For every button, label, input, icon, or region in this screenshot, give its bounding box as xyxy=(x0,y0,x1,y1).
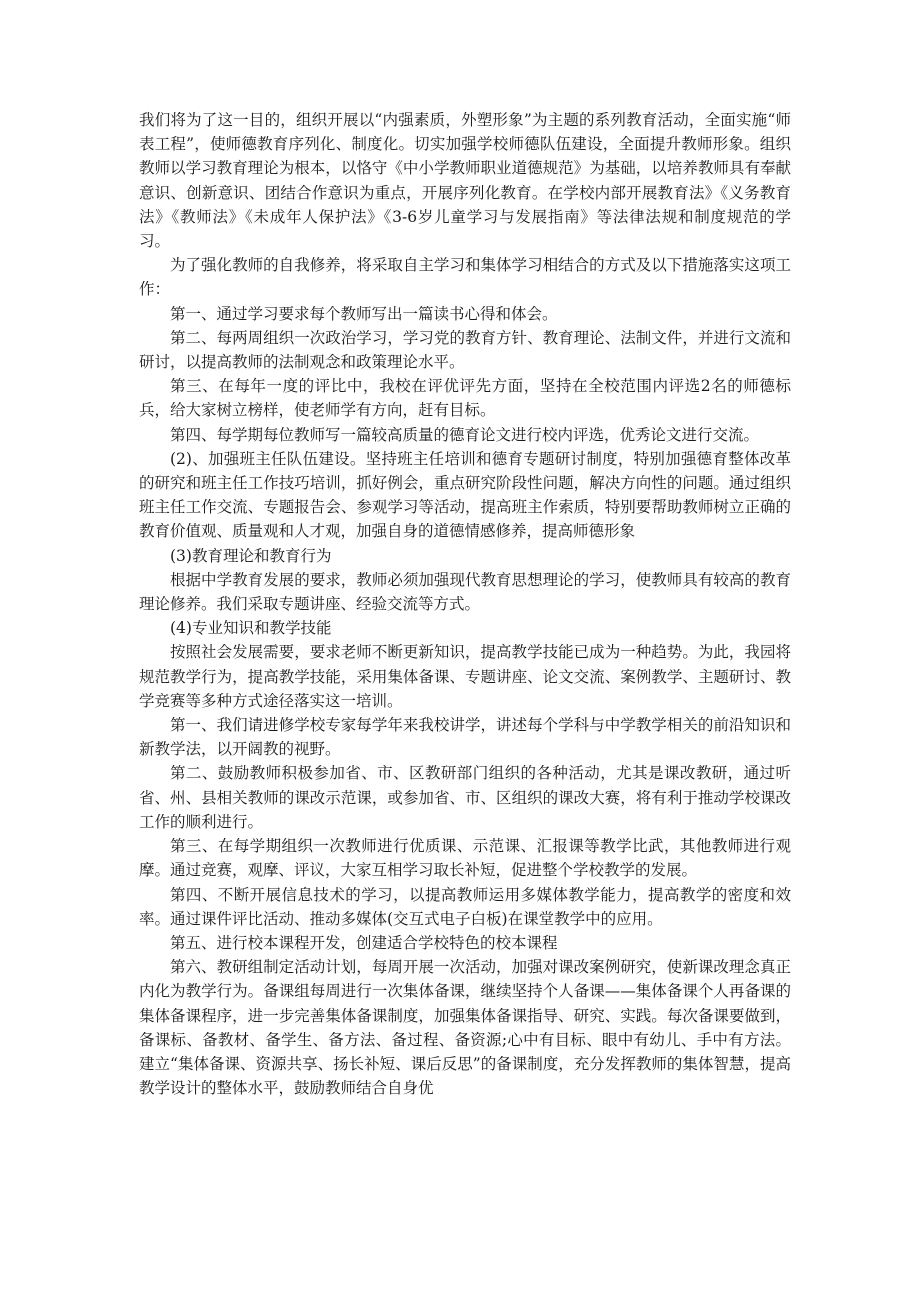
paragraph-5: 第三、在每年一度的评比中，我校在评优评先方面，坚持在全校范围内评选2名的师德标兵，给大家树立榜样，使老师学有方向，赶有目标。 xyxy=(139,377,791,420)
paragraph-15: 第四、不断开展信息技术的学习，以提高教师运用多媒体教学能力，提高教学的密度和效率。通过课件评比活动、推动多媒体(交互式电子白板)在课堂教学中的应用。 xyxy=(139,885,791,928)
paragraph-3: 第一、通过学习要求每个教师写出一篇读书心得和体会。 xyxy=(170,304,558,323)
document-body xyxy=(139,108,791,1100)
paragraph-12: 第一、我们请进修学校专家每学年来我校讲学，讲述每个学科与中学教学相关的前沿知识和新教学法，以开阔教的视野。 xyxy=(139,716,791,759)
paragraph-9: 根据中学教育发展的要求，教师必须加强现代教育思想理论的学习，使教师具有较高的教育理论修养。我们采取专题讲座、经验交流等方式。 xyxy=(139,570,791,614)
paragraph-1: 我们将为了这一目的，组织开展以“内强素质，外塑形象”为主题的系列教育活动，全面实施“师表工程”，使师德教育序列化、制度化。切实加强学校师德队伍建设，全面提升教师形象。组织教师以学习教育理论为根本，以恪守《中小学教师职业道德规范》为基础，以培养教师具有奉献意识、创新意识、团结合作意识为重点，开展序列化教育。在学校内部开展教育法》《义务教育法》《教师法》《未成年人保护法》《3-6岁儿童学习与发展指南》等法律法规和制度规范的学习。 xyxy=(139,111,791,251)
paragraph-10: (4)专业知识和教学技能 xyxy=(170,619,332,638)
paragraph-11: 按照社会发展需要，要求老师不断更新知识，提高教学技能已成为一种趋势。为此，我园将规范教学行为，提高教学技能，采用集体备课、专题讲座、论文交流、案例教学、主题研讨、教学竞赛等多种方式途径落实这一培训。 xyxy=(139,643,791,710)
paragraph-16: 第五、进行校本课程开发，创建适合学校特色的校本课程 xyxy=(170,933,558,952)
paragraph-14: 第三、在每学期组织一次教师进行优质课、示范课、汇报课等教学比武，其他教师进行观摩。通过竞赛，观摩、评议，大家互相学习取长补短，促进整个学校教学的发展。 xyxy=(139,837,791,880)
paragraph-6: 第四、每学期每位教师写一篇较高质量的德育论文进行校内评选，优秀论文进行交流。 xyxy=(170,425,760,444)
paragraph-13: 第二、鼓励教师积极参加省、市、区教研部门组织的各种活动，尤其是课改教研，通过听省、州、县相关教师的课改示范课，或参加省、市、区组织的课改大赛，将有利于推动学校课改工作的顺利进行。 xyxy=(139,764,791,831)
paragraph-4: 第二、每两周组织一次政治学习，学习党的教育方针、教育理论、法制文件，并进行文流和研讨，以提高教师的法制观念和政策理论水平。 xyxy=(139,328,791,372)
paragraph-2: 为了强化教师的自我修养，将采取自主学习和集体学习相结合的方式及以下措施落实这项工作： xyxy=(139,256,791,299)
paragraph-8: (3)教育理论和教育行为 xyxy=(170,546,332,565)
paragraph-17: 第六、教研组制定活动计划，每周开展一次活动，加强对课改案例研究，使新课改理念真正内化为教学行为。备课组每周进行一次集体备课，继续坚持个人备课——集体备课个人再备课的集体备课程序，进一步完善集体备课制度，加强集体备课指导、研究、实践。每次备课要做到，备课标、备教材、备学生、备方法、备过程、备资源;心中有目标、眼中有幼儿、手中有方法。建立“集体备课、资源共享、扬长补短、课后反思”的备课制度，充分发挥教师的集体智慧，提高教学设计的整体水平，鼓励教师结合自身优 xyxy=(139,958,791,1098)
paragraph-7: (2)、加强班主任队伍建设。坚持班主任培训和德育专题研讨制度，特别加强德育整体改革的研究和班主任工作技巧培训，抓好例会，重点研究阶段性问题，解决方向性的问题。通过组织班主任工作交流、专题报告会、参观学习等活动，提高班主作索质，特别要帮助教师树立正确的教育价值观、质量观和人才观，加强自身的道德情感修养，提高师德形象 xyxy=(139,449,791,541)
